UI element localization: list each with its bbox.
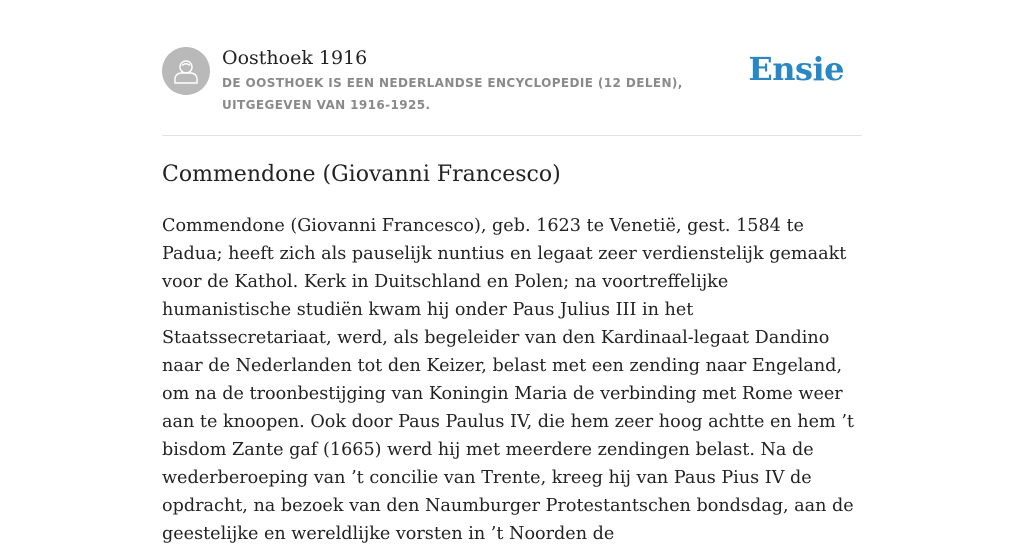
source-avatar[interactable] <box>162 47 210 95</box>
entry-title: Commendone (Giovanni Francesco) <box>162 162 561 187</box>
ensie-logo[interactable]: Ensie <box>748 50 844 88</box>
header-divider <box>162 135 862 136</box>
user-icon <box>171 56 201 86</box>
source-header <box>162 46 862 116</box>
source-name[interactable]: Oosthoek 1916 <box>222 47 368 69</box>
entry-body: Commendone (Giovanni Francesco), geb. 1623 te Venetië, gest. 1584 te Padua; heeft zich als pauselijk nuntius en legaat zeer verdienstelijk gemaakt voor de Kathol. Kerk in Duitschland en Polen; na voortreffelijke humanistische studiën kwam hij onder Paus Julius III in het Staatssecretariaat, werd, als begeleider van den Kardinaal-legaat Dandino naar de Nederlanden tot den Keizer, belast met een zending naar Engeland, om na de troonbestijging van Koningin Maria de verbinding met Rome weer aan te knoopen. Ook door Paus Paulus IV, die hem zeer hoog achtte en hem ’t bisdom Zante gaf (1665) werd hij met meerdere zendingen belast. Na de wederberoeping van ’t concilie van Trente, kreeg hij van Paus Pius IV de opdracht, na bezoek van den Naumburger Protestantschen bondsdag, aan de geestelijke en wereldlijke vorsten in ’t Noorden de <box>162 216 854 544</box>
source-description: DE OOSTHOEK IS EEN NEDERLANDSE ENCYCLOPEDIE (12 DELEN), UITGEGEVEN VAN 1916-1925. <box>222 76 683 112</box>
